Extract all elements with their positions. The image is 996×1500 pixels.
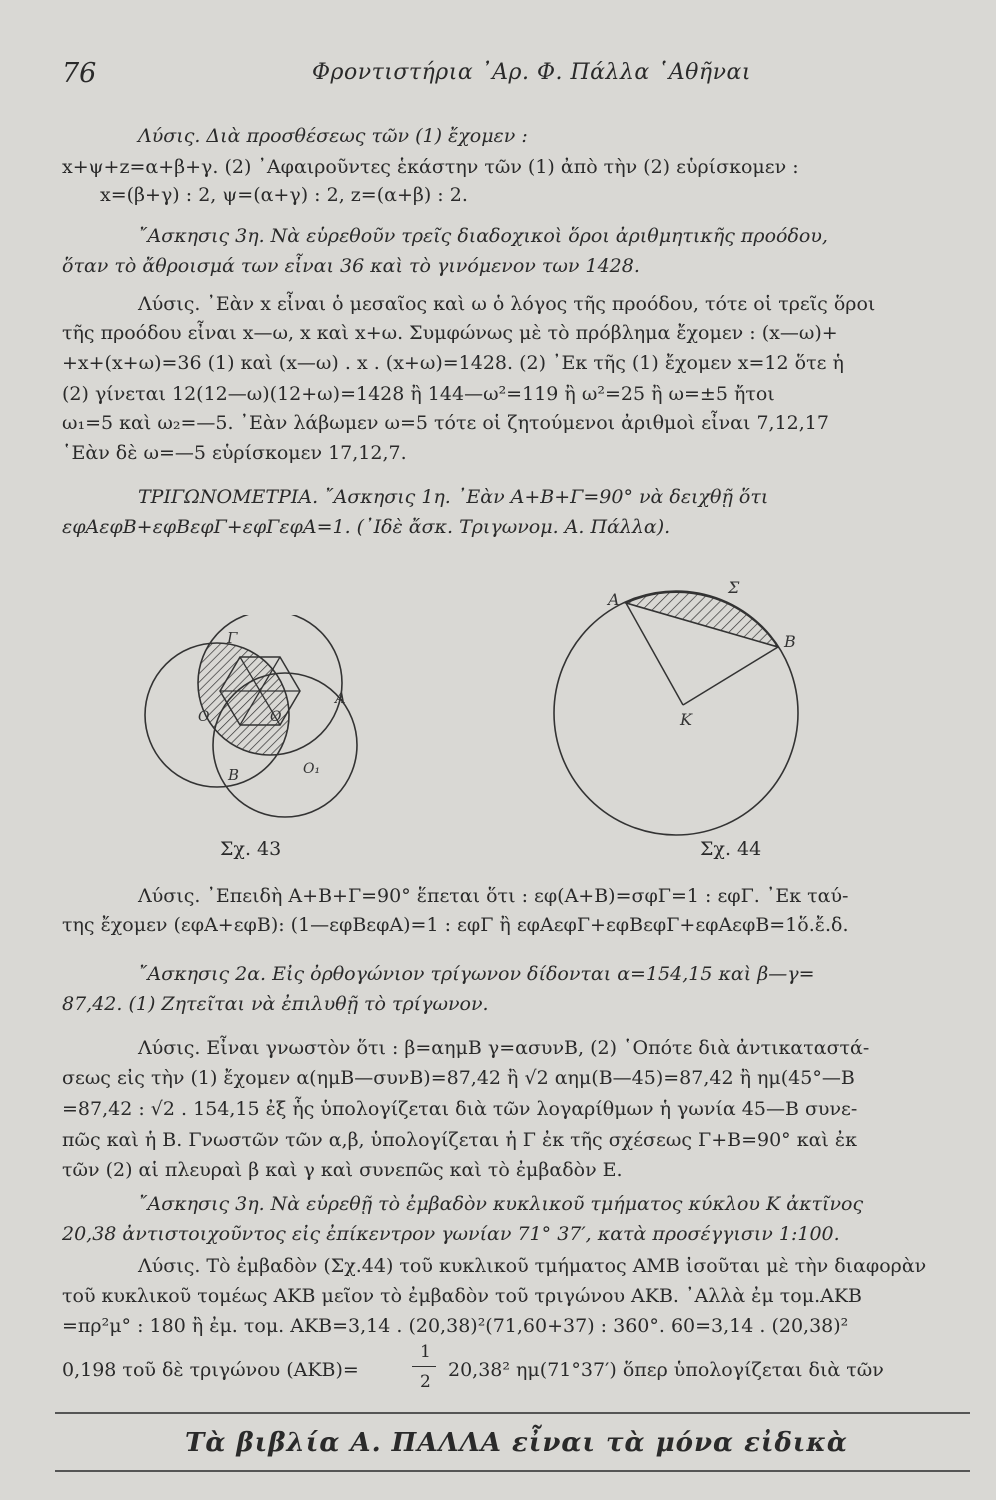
text-line: ὅταν τὸ ἄθροισμά των εἶναι 36 καὶ τὸ γινόμενον των 1428.	[62, 255, 640, 277]
figure-label: Α	[608, 590, 620, 609]
figure-label: Ο	[198, 709, 210, 725]
running-header: Φροντιστήρια ᾿Αρ. Φ. Πάλλα ῾Αθῆναι	[312, 60, 751, 85]
figure-44	[548, 575, 808, 840]
text-line: 87,42. (1) Ζητεῖται νὰ ἐπιλυθῇ τὸ τρίγωνον.	[62, 993, 489, 1015]
text-line: σεως εἰς τὴν (1) ἔχομεν α(ημΒ—συνΒ)=87,42 ἢ √2 αημ(Β—45)=87,42 ἢ ημ(45°—Β	[62, 1067, 855, 1089]
figure-label: Σ	[728, 578, 740, 597]
text-line: 20,38 ἀντιστοιχοῦντος εἰς ἐπίκεντρον γωνίαν 71° 37′, κατὰ προσέγγισιν 1:100.	[62, 1223, 840, 1245]
text-line: πῶς καὶ ἡ Β. Γνωστῶν τῶν α,β, ὑπολογίζεται ἡ Γ ἐκ τῆς σχέσεως Γ+Β=90° καὶ ἐκ	[62, 1129, 857, 1151]
figure-label: Κ	[680, 710, 692, 729]
text-line: 20,38² ημ(71°37′) ὅπερ ὑπολογίζεται διὰ τῶν	[448, 1359, 884, 1381]
text-line: Λύσις. Τὸ ἐμβαδὸν (Σχ.44) τοῦ κυκλικοῦ τμήματος ΑΜΒ ἰσοῦται μὲ τὴν διαφορὰν	[138, 1255, 927, 1277]
figure-label: Β	[784, 632, 796, 651]
text-line: =πρ²μ° : 180 ἢ ἐμ. τομ. ΑΚΒ=3,14 . (20,38)²(71,60+37) : 360°. 60=3,14 . (20,38)²	[62, 1315, 849, 1337]
text-line: x=(β+γ) : 2, ψ=(α+γ) : 2, z=(α+β) : 2.	[100, 184, 468, 206]
text-line: Λύσις. Εἶναι γνωστὸν ὅτι : β=αημΒ γ=ασυνΒ, (2) ῾Οπότε διὰ ἀντικαταστά-	[138, 1037, 870, 1059]
figure-label: Γ	[227, 629, 238, 647]
figure-caption: Σχ. 44	[700, 838, 762, 860]
exercise-heading: ῎Ασκησις 3η. Νὰ εὑρεθοῦν τρεῖς διαδοχικοὶ ὅροι ἀριθμητικῆς προόδου,	[138, 225, 828, 247]
figure-label: Β	[228, 766, 240, 784]
text-line: x+ψ+z=α+β+γ. (2) ᾿Αφαιροῦντες ἑκάστην τῶν (1) ἀπὸ τὴν (2) εὑρίσκομεν :	[62, 156, 799, 178]
text-line: Λύσις. ᾿Επειδὴ Α+Β+Γ=90° ἕπεται ὅτι : εφ(Α+Β)=σφΓ=1 : εφΓ. ᾿Εκ ταύ-	[138, 885, 849, 907]
divider	[55, 1412, 970, 1414]
text-line: τῆς προόδου εἶναι x—ω, x καὶ x+ω. Συμφώνως μὲ τὸ πρόβλημα ἔχομεν : (x—ω)+	[62, 322, 838, 344]
text-line: =87,42 : √2 . 154,15 ἐξ ἧς ὑπολογίζεται διὰ τῶν λογαρίθμων ἡ γωνία 45—Β συνε-	[62, 1098, 858, 1120]
text-line: 0,198 τοῦ δὲ τριγώνου (ΑΚΒ)=	[62, 1359, 359, 1381]
text-line: Λύσις. Διὰ προσθέσεως τῶν (1) ἔχομεν :	[138, 125, 528, 147]
figure-label: Ο	[270, 709, 282, 725]
exercise-heading: ῎Ασκησις 2α. Εἰς ὀρθογώνιον τρίγωνον δίδονται α=154,15 καὶ β—γ=	[138, 963, 815, 985]
exercise-heading: ῎Ασκησις 3η. Νὰ εὑρεθῇ τὸ ἐμβαδὸν κυκλικοῦ τμήματος κύκλου Κ ἀκτῖνος	[138, 1193, 864, 1215]
fraction-denominator: 2	[420, 1372, 431, 1392]
text-line: Λύσις. ᾿Εὰν x εἶναι ὁ μεσαῖος καὶ ω ὁ λόγος τῆς προόδου, τότε οἱ τρεῖς ὅροι	[138, 293, 876, 315]
text-line: (2) γίνεται 12(12—ω)(12+ω)=1428 ἢ 144—ω²=119 ἢ ω²=25 ἢ ω=±5 ἤτοι	[62, 383, 775, 405]
text-line: τοῦ κυκλικοῦ τομέως ΑΚΒ μεῖον τὸ ἐμβαδὸν τοῦ τριγώνου ΑΚΒ. ᾿Αλλὰ ἐμ τομ.ΑΚΒ	[62, 1285, 862, 1307]
figure-43	[130, 615, 380, 825]
text-line: +x+(x+ω)=36 (1) καὶ (x—ω) . x . (x+ω)=1428. (2) ᾿Εκ τῆς (1) ἔχομεν x=12 ὅτε ἡ	[62, 352, 844, 374]
figure-label: Α	[335, 689, 346, 707]
text-line: τῶν (2) αἱ πλευραὶ β καὶ γ καὶ συνεπῶς καὶ τὸ ἐμβαδὸν Ε.	[62, 1159, 623, 1181]
page-number: 76	[62, 58, 97, 89]
fraction-numerator: 1	[420, 1342, 431, 1362]
figure-label: Ο₁	[303, 761, 321, 777]
footer-advertisement: Τὰ βιβλία Α. ΠΑΛΛΑ εἶναι τὰ μόνα εἰδικὰ	[185, 1428, 848, 1458]
divider	[55, 1470, 970, 1472]
fraction-bar	[412, 1366, 436, 1367]
figure-caption: Σχ. 43	[220, 838, 282, 860]
text-line: ω₁=5 καὶ ω₂=—5. ᾿Εὰν λάβωμεν ω=5 τότε οἱ ζητούμενοι ἀριθμοὶ εἶναι 7,12,17	[62, 412, 829, 434]
text-line: εφΑεφΒ+εφΒεφΓ+εφΓεφΑ=1. (᾿Ιδὲ ἄσκ. Τριγωνομ. Α. Πάλλα).	[62, 516, 671, 538]
text-line: της ἔχομεν (εφΑ+εφΒ): (1—εφΒεφΑ)=1 : εφΓ ἢ εφΑεφΓ+εφΒεφΓ+εφΑεφΒ=1ὅ.ἔ.δ.	[62, 914, 849, 936]
section-heading: ΤΡΙΓΩΝΟΜΕΤΡΙΑ. ῎Ασκησις 1η. ᾿Εὰν Α+Β+Γ=90° νὰ δειχθῇ ὅτι	[138, 486, 769, 508]
text-line: ῾Εὰν δὲ ω=—5 εὑρίσκομεν 17,12,7.	[62, 442, 407, 464]
